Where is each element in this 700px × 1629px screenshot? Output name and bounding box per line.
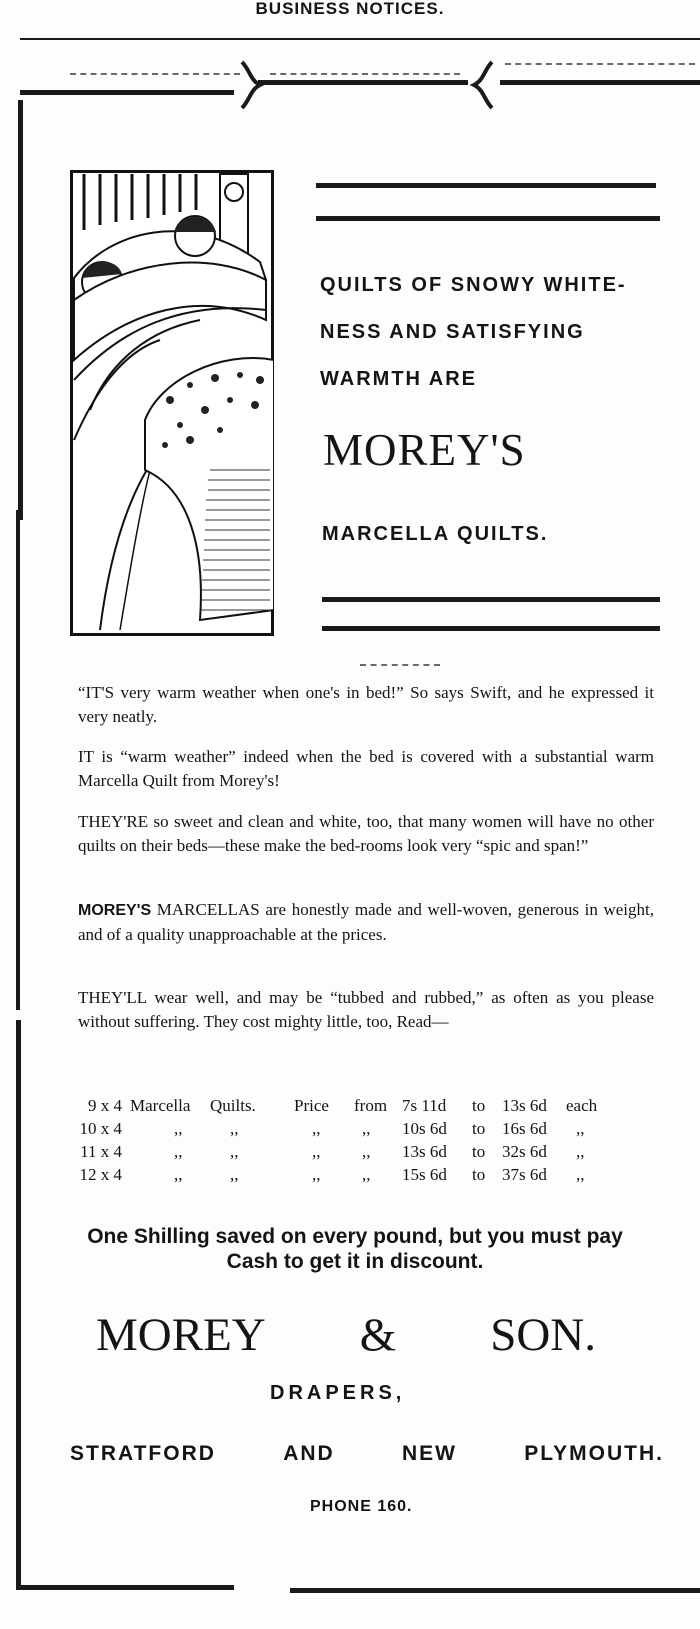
price-row [40,1140,668,1163]
paragraph-lead: MOREY'S [78,902,152,919]
price-row [40,1117,668,1140]
copy-paragraph-2 [78,745,654,793]
to-cell: to [472,1095,486,1115]
label2-cell: ,, [362,1141,371,1161]
item2-cell: Quilts. [210,1095,256,1115]
paragraph-text: IT is “warm weather” indeed when the bed is covered with a substantial warm Marcella Quilt from Morey's! [78,747,654,790]
offer-line-2: Cash to get it in discount. [226,1250,484,1273]
label2-cell: ,, [362,1164,371,1184]
item-cell: ,, [174,1141,183,1161]
item-cell: Marcella [130,1095,191,1115]
size-cell: 12 x 4 [79,1164,122,1184]
price-row [40,1094,668,1117]
ornament-dash-right [505,63,695,65]
high-price-cell: 16s 6d [502,1118,547,1138]
unit-cell: ,, [576,1118,585,1138]
item2-cell: ,, [230,1164,239,1184]
town-and: AND [283,1442,335,1465]
copy-paragraph-3 [78,810,654,858]
high-price-cell: 13s 6d [502,1095,547,1115]
high-price-cell: 37s 6d [502,1164,547,1184]
headline-top-rule-2 [316,216,660,221]
label2-cell: ,, [362,1118,371,1138]
price-list [40,1094,668,1186]
product-bottom-rule-2 [322,626,660,631]
high-price-cell: 32s 6d [502,1141,547,1161]
to-cell: to [472,1141,486,1161]
bracket-ornament-right [468,60,498,110]
offer-line-1: One Shilling saved on every pound, but you must pay [87,1225,623,1248]
unit-cell: ,, [576,1164,585,1184]
unit-cell: ,, [576,1141,585,1161]
town-1: STRATFORD [70,1442,216,1465]
paragraph-text: THEY'LL wear well, and may be “tubbed and rubbed,” as often as you please without suffering. They cost mighty little, too, Read— [78,988,654,1031]
copy-paragraph-1 [78,681,654,729]
ornament-rule-right [500,80,700,85]
item2-cell: ,, [230,1118,239,1138]
ad-headline [320,262,680,403]
firm-name-part-1: MOREY [96,1309,266,1361]
product-bottom-rule-1 [322,597,660,602]
size-cell: 10 x 4 [79,1118,122,1138]
section-header: BUSINESS NOTICES. [255,0,445,18]
unit-cell: each [566,1095,598,1115]
firm-name-part-2: SON. [490,1309,596,1361]
discount-offer [40,1224,670,1274]
low-price-cell: 7s 11d [402,1095,447,1115]
item2-cell: ,, [230,1141,239,1161]
left-border-lower [16,1020,21,1590]
low-price-cell: 13s 6d [402,1141,447,1161]
headline-line-2: NESS AND SATISFYING [320,321,585,343]
trade-label: DRAPERS, [270,1382,406,1404]
headline-line-1: QUILTS OF SNOWY WHITE- [320,274,627,296]
paragraph-text: THEY'RE so sweet and clean and white, too, that many women will have no other quilts on their beds—these make the bed-rooms look very “spic and span!” [78,812,654,855]
left-border-upper [18,100,23,520]
low-price-cell: 10s 6d [402,1118,447,1138]
left-border-middle [16,510,20,1010]
label-cell: ,, [312,1164,321,1184]
price-row [40,1163,668,1186]
label-cell: ,, [312,1141,321,1161]
ornament-dash-left [70,73,240,75]
paragraph-text: MARCELLAS are honestly made and well-woven, generous in weight, and of a quality unapproachable at the prices. [78,900,654,944]
size-cell: 9 x 4 [88,1095,122,1115]
item-cell: ,, [174,1118,183,1138]
brand-name: MOREY'S [323,425,526,475]
town-2a: NEW [401,1442,457,1465]
firm-name [96,1308,596,1362]
header-rule [20,38,700,40]
item-cell: ,, [174,1164,183,1184]
paragraph-text: “IT'S very warm weather when one's in bed!” So says Swift, and he expressed it very neatly. [78,683,654,726]
copy-paragraph-4 [78,898,654,947]
to-cell: to [472,1164,486,1184]
headline-top-rule-1 [316,183,656,188]
product-name: MARCELLA QUILTS. [322,523,549,545]
bottom-rule-left [18,1585,234,1590]
label2-cell: from [354,1095,388,1115]
ornament-rule-left [20,90,234,95]
quilt-bed-illustration [70,170,274,636]
label-cell: Price [294,1095,329,1115]
phone-number: PHONE 160. [310,1498,413,1515]
low-price-cell: 15s 6d [402,1164,447,1184]
small-divider [360,664,440,666]
ornament-dash-center [270,73,460,75]
town-2b: PLYMOUTH. [524,1442,664,1465]
label-cell: ,, [312,1118,321,1138]
firm-ampersand: & [359,1309,397,1361]
bracket-ornament-left [236,60,266,110]
copy-paragraph-5 [78,986,654,1034]
to-cell: to [472,1118,486,1138]
bottom-rule-right [290,1588,700,1593]
size-cell: 11 x 4 [80,1141,122,1161]
ornament-rule-center [258,80,468,85]
town-list [70,1442,664,1466]
headline-line-3: WARMTH ARE [320,368,478,390]
